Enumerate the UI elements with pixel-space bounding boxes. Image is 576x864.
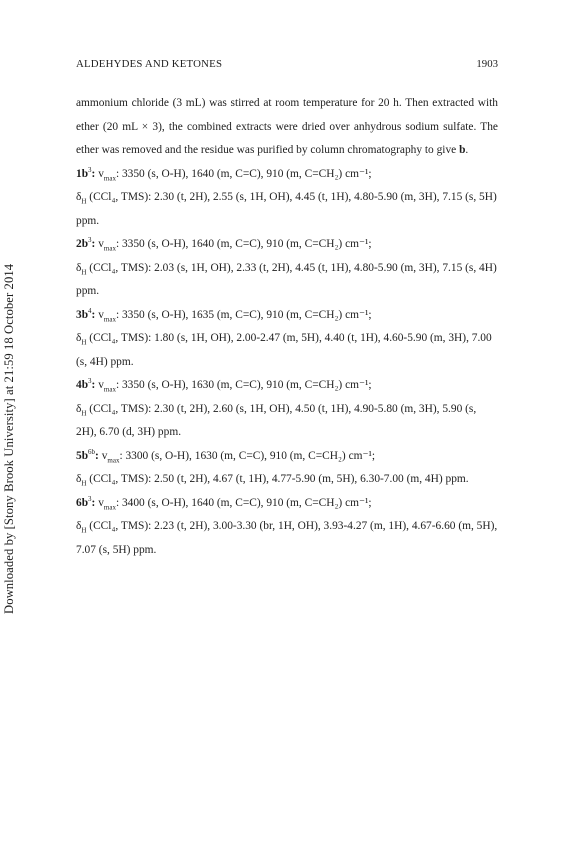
ir-symbol: v	[101, 449, 108, 462]
nmr-values: (CCl₄, TMS): 2.23 (t, 2H), 3.00-3.30 (br, 1H, OH), 3.93-4.27 (m, 1H), 4.67-6.60 (m, 5H), 7.07 (s, 5H) ppm.	[76, 520, 498, 556]
ir-line: $6b^3$: $v_{max}$: 3400 (s, O-H), 1640 (m, C=C), 910 (m, C=CH₂) cm⁻¹;	[76, 494, 372, 511]
article-body	[76, 92, 498, 562]
ir-symbol: v	[98, 308, 104, 321]
ir-values: : 3350 (s, O-H), 1630 (m, C=C), 910 (m, C=CH₂) cm⁻¹;	[115, 379, 372, 391]
ir-values: : 3350 (s, O-H), 1640 (m, C=C), 910 (m, C=CH₂) cm⁻¹;	[115, 238, 372, 250]
compound-entry	[76, 374, 498, 445]
reference-mark: 4	[88, 306, 92, 315]
nmr-line	[76, 515, 498, 562]
nmr-line	[76, 468, 498, 492]
spectral-data-list	[76, 163, 498, 563]
nmr-line	[76, 186, 498, 233]
ir-symbol: v	[98, 238, 104, 250]
ir-line: $5b^{6b}$: $v_{max}$: 3300 (s, O-H), 1630 (m, C=C), 910 (m, C=CH₂) cm⁻¹;	[76, 447, 376, 464]
ir-symbol: v	[98, 496, 104, 509]
ir-symbol: v	[98, 379, 104, 391]
compound-id: 1b	[76, 167, 89, 180]
nmr-symbol: δ	[76, 191, 82, 203]
page-number: 1903	[476, 58, 498, 70]
nmr-subscript: H	[81, 479, 87, 488]
procedure-paragraph: ammonium chloride (3 mL) was stirred at room temperature for 20 h. Then extracted with ether (20 mL × 3), the combined extracts were dried over anhydrous sodium sulfate. The ether was removed and the residue was purified by column chromatography to give b.	[76, 97, 498, 156]
nmr-line	[76, 327, 498, 374]
ir-line: $2b^3$: $v_{max}$: 3350 (s, O-H), 1640 (m, C=C), 910 (m, C=CH₂) cm⁻¹;	[76, 236, 372, 253]
ir-subscript: max	[103, 244, 116, 253]
running-head-title: ALDEHYDES AND KETONES	[76, 58, 223, 70]
compound-id: 6b	[76, 496, 89, 509]
nmr-values: (CCl₄, TMS): 2.50 (t, 2H), 4.67 (t, 1H), 4.77-5.90 (m, 5H), 6.30-7.00 (m, 4H) ppm.	[86, 473, 469, 485]
nmr-symbol: δ	[76, 261, 82, 274]
nmr-subscript: H	[81, 526, 87, 535]
reference-mark: 3	[88, 236, 92, 245]
nmr-subscript: H	[81, 338, 87, 347]
nmr-symbol: δ	[76, 520, 82, 532]
ir-line: $4b^3$: $v_{max}$: 3350 (s, O-H), 1630 (m, C=C), 910 (m, C=CH₂) cm⁻¹;	[76, 377, 372, 394]
ir-subscript: max	[103, 385, 116, 394]
reference-mark: 3	[88, 377, 92, 386]
reference-mark: 6b	[88, 447, 96, 456]
ir-line: $1b^3$: $v_{max}$: 3350 (s, O-H), 1640 (m, C=C), 910 (m, C=CH₂) cm⁻¹;	[76, 165, 372, 182]
nmr-symbol: δ	[76, 473, 82, 485]
nmr-values: (CCl₄, TMS): 2.30 (t, 2H), 2.55 (s, 1H, OH), 4.45 (t, 1H), 4.80-5.90 (m, 3H), 7.15 (s, 5H) ppm.	[76, 191, 497, 227]
ir-subscript: max	[107, 455, 120, 464]
nmr-values: (CCl₄, TMS): 2.30 (t, 2H), 2.60 (s, 1H, OH), 4.50 (t, 1H), 4.90-5.80 (m, 3H), 5.90 (s, 2H), 6.70 (d, 3H) ppm.	[76, 402, 477, 438]
compound-entry	[76, 163, 498, 234]
compound-id: 3b	[76, 308, 89, 321]
nmr-values: (CCl₄, TMS): 1.80 (s, 1H, OH), 2.00-2.47 (m, 5H), 4.40 (t, 1H), 4.60-5.90 (m, 3H), 7.00 (s, 4H) ppm.	[76, 332, 492, 368]
nmr-line	[76, 398, 498, 445]
ir-subscript: max	[103, 173, 116, 182]
reference-mark: 3	[88, 494, 92, 503]
download-watermark: Downloaded by [Stony Brook University] at 21:59 18 October 2014	[2, 263, 16, 614]
ir-values: : 3300 (s, O-H), 1630 (m, C=C), 910 (m, C=CH₂) cm⁻¹;	[119, 449, 376, 462]
compound-entry	[76, 233, 498, 304]
reference-mark: 3	[88, 165, 92, 174]
compound-id: 5b	[76, 449, 89, 462]
compound-id: 2b	[76, 238, 89, 250]
nmr-symbol: δ	[76, 402, 82, 415]
ir-subscript: max	[103, 502, 116, 511]
nmr-subscript: H	[81, 197, 87, 206]
ir-values: : 3350 (s, O-H), 1635 (m, C=C), 910 (m, C=CH₂) cm⁻¹;	[115, 308, 372, 321]
nmr-symbol: δ	[76, 332, 82, 344]
compound-entry	[76, 492, 498, 563]
ir-subscript: max	[103, 314, 116, 323]
running-head	[76, 58, 498, 74]
nmr-subscript: H	[81, 267, 87, 276]
nmr-subscript: H	[81, 408, 87, 417]
compound-entry	[76, 445, 498, 492]
nmr-values: (CCl₄, TMS): 2.03 (s, 1H, OH), 2.33 (t, 2H), 4.45 (t, 1H), 4.80-5.90 (m, 3H), 7.15 (s, 4H) ppm.	[76, 261, 497, 297]
nmr-line	[76, 257, 498, 304]
ir-values: : 3350 (s, O-H), 1640 (m, C=C), 910 (m, C=CH₂) cm⁻¹;	[115, 167, 372, 180]
ir-symbol: v	[98, 167, 104, 180]
ir-values: : 3400 (s, O-H), 1640 (m, C=C), 910 (m, C=CH₂) cm⁻¹;	[115, 496, 372, 509]
ir-line: $3b^4$: $v_{max}$: 3350 (s, O-H), 1635 (m, C=C), 910 (m, C=CH₂) cm⁻¹;	[76, 306, 372, 323]
compound-entry	[76, 304, 498, 375]
compound-id: 4b	[76, 379, 89, 391]
